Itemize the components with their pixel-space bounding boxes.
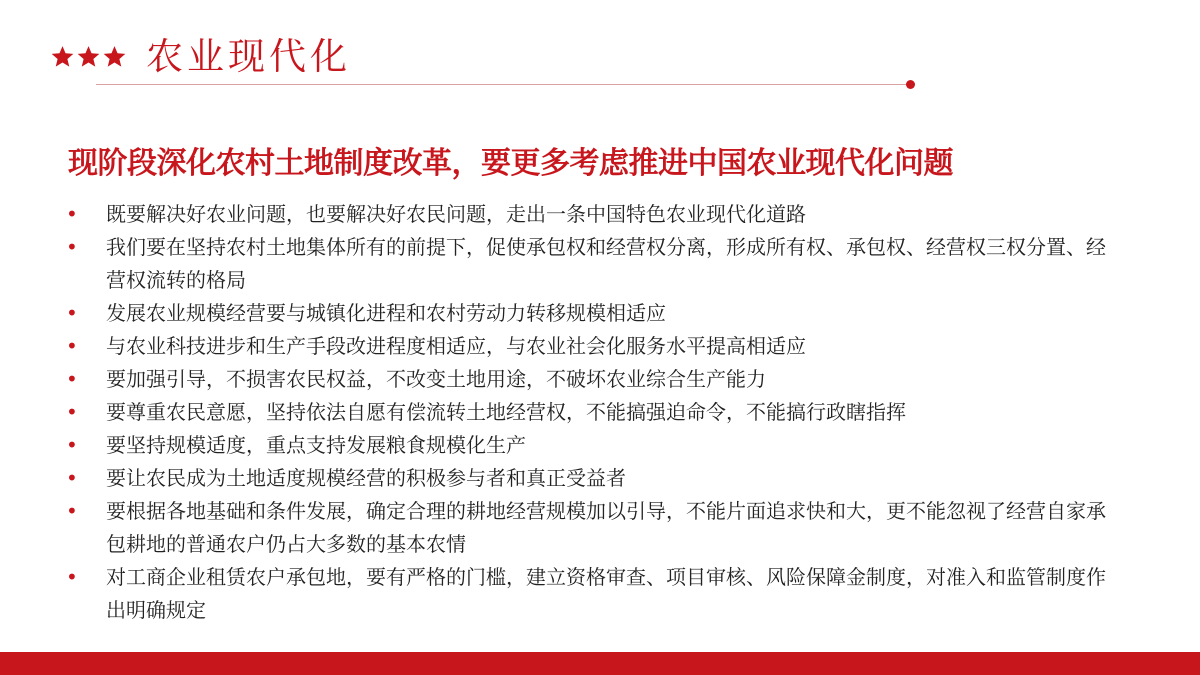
list-item [62, 561, 1122, 627]
list-item [62, 330, 1122, 363]
bullet-text: 要根据各地基础和条件发展，确定合理的耕地经营规模加以引导，不能片面追求快和大，更不能忽视了经营自家承包耕地的普通农户仍占大多数的基本农情 [106, 499, 1106, 556]
list-item [62, 363, 1122, 396]
list-item [62, 396, 1122, 429]
bullet-text: 要让农民成为土地适度规模经营的积极参与者和真正受益者 [106, 466, 626, 490]
bullet-marker: • [66, 367, 78, 391]
bullet-list [62, 198, 1122, 627]
bullet-marker: • [66, 499, 78, 523]
bullet-text: 我们要在坚持农村土地集体所有的前提下，促使承包权和经营权分离，形成所有权、承包权、经营权三权分置、经营权流转的格局 [106, 235, 1106, 292]
slide-headline: 现阶段深化农村土地制度改革，要更多考虑推进中国农业现代化问题 [68, 146, 953, 181]
bullet-marker: • [66, 202, 78, 226]
bullet-marker: • [66, 400, 78, 424]
bullet-marker: • [66, 301, 78, 325]
page-title: 农业现代化 [146, 35, 351, 78]
divider-dot [906, 80, 915, 89]
list-item [62, 297, 1122, 330]
bullet-marker: • [66, 235, 78, 259]
bullet-marker: • [66, 565, 78, 589]
bullet-text: 与农业科技进步和生产手段改进程度相适应，与农业社会化服务水平提高相适应 [106, 334, 806, 358]
bullet-marker: • [66, 334, 78, 358]
list-item [62, 231, 1122, 297]
bullet-marker: • [66, 433, 78, 457]
list-item [62, 462, 1122, 495]
list-item [62, 429, 1122, 462]
footer-band [0, 652, 1200, 675]
star-icon [102, 44, 127, 69]
bullet-text: 发展农业规模经营要与城镇化进程和农村劳动力转移规模相适应 [106, 301, 666, 325]
title-stars [50, 44, 127, 69]
list-item [62, 495, 1122, 561]
bullet-text: 既要解决好农业问题，也要解决好农民问题，走出一条中国特色农业现代化道路 [106, 202, 806, 226]
title-divider [96, 84, 910, 85]
bullet-text: 对工商企业租赁农户承包地，要有严格的门槛，建立资格审查、项目审核、风险保障金制度，对准入和监管制度作出明确规定 [106, 565, 1106, 622]
bullet-marker: • [66, 466, 78, 490]
bullet-text: 要加强引导，不损害农民权益，不改变土地用途，不破坏农业综合生产能力 [106, 367, 766, 391]
star-icon [76, 44, 101, 69]
list-item [62, 198, 1122, 231]
bullet-text: 要坚持规模适度，重点支持发展粮食规模化生产 [106, 433, 526, 457]
bullet-text: 要尊重农民意愿，坚持依法自愿有偿流转土地经营权，不能搞强迫命令，不能搞行政瞎指挥 [106, 400, 906, 424]
star-icon [50, 44, 75, 69]
